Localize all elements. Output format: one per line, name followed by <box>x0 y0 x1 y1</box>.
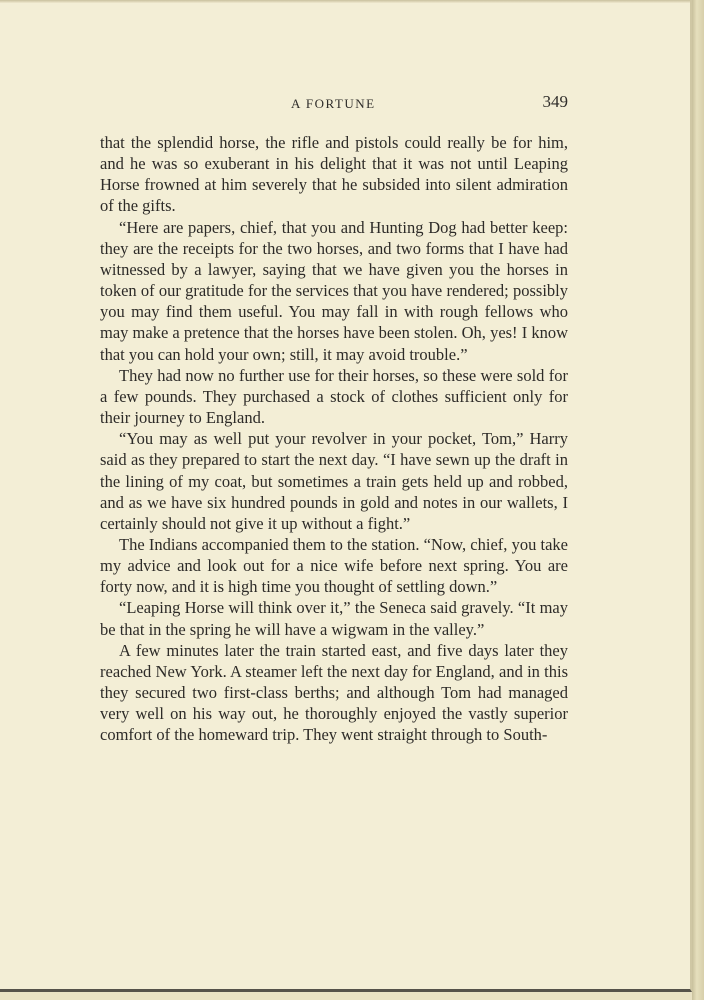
paragraph: that the splendid horse, the rifle and pistols could really be for him, and he was so exuberant in his delight that it was not until Leaping Horse frowned at him severely that he subsided into silent admiration of the gifts. <box>100 133 568 216</box>
page-top-edge <box>0 0 690 3</box>
paragraph: The Indians accompanied them to the station. “Now, chief, you take my advice and look out for a nice wife before next spring. You are forty now, and it is high time you thought of settling down.” <box>100 534 568 597</box>
page-edge-strip <box>692 0 704 1000</box>
page-number: 349 <box>542 92 568 111</box>
page-header <box>100 92 570 116</box>
paragraph: A few minutes later the train started east, and five days later they reached New York. A steamer left the next day for England, and in this they secured two first-class berths; and although Tom had managed very well on his way out, he thoroughly enjoyed the vastly superior comfort of the homeward trip. They went straight through to South- <box>100 640 568 745</box>
paragraph: “Here are papers, chief, that you and Hunting Dog had better keep: they are the receipts for the two horses, and two forms that I have had witnessed by a lawyer, saying that we have given you the horses in token of our gratitude for the services that you have rendered; possibly you may find them useful. You may fall in with rough fellows who may make a pretence that the horses have been stolen. Oh, yes! I know that you can hold your own; still, it may avoid trouble.” <box>100 217 568 364</box>
paragraph: “You may as well put your revolver in your pocket, Tom,” Harry said as they prepared to start the next day. “I have sewn up the draft in the lining of my coat, but sometimes a train gets held up and robbed, and as we have six hundred pounds in gold and notes in our wallets, I certainly should not give it up without a fight.” <box>100 429 568 533</box>
running-title: A FORTUNE <box>291 96 376 111</box>
body-text <box>100 132 568 746</box>
paragraph: They had now no further use for their horses, so these were sold for a few pounds. They purchased a stock of clothes sufficient only for their journey to England. <box>100 365 568 428</box>
paragraph: “Leaping Horse will think over it,” the Seneca said gravely. “It may be that in the spring he will have a wigwam in the valley.” <box>100 598 568 639</box>
